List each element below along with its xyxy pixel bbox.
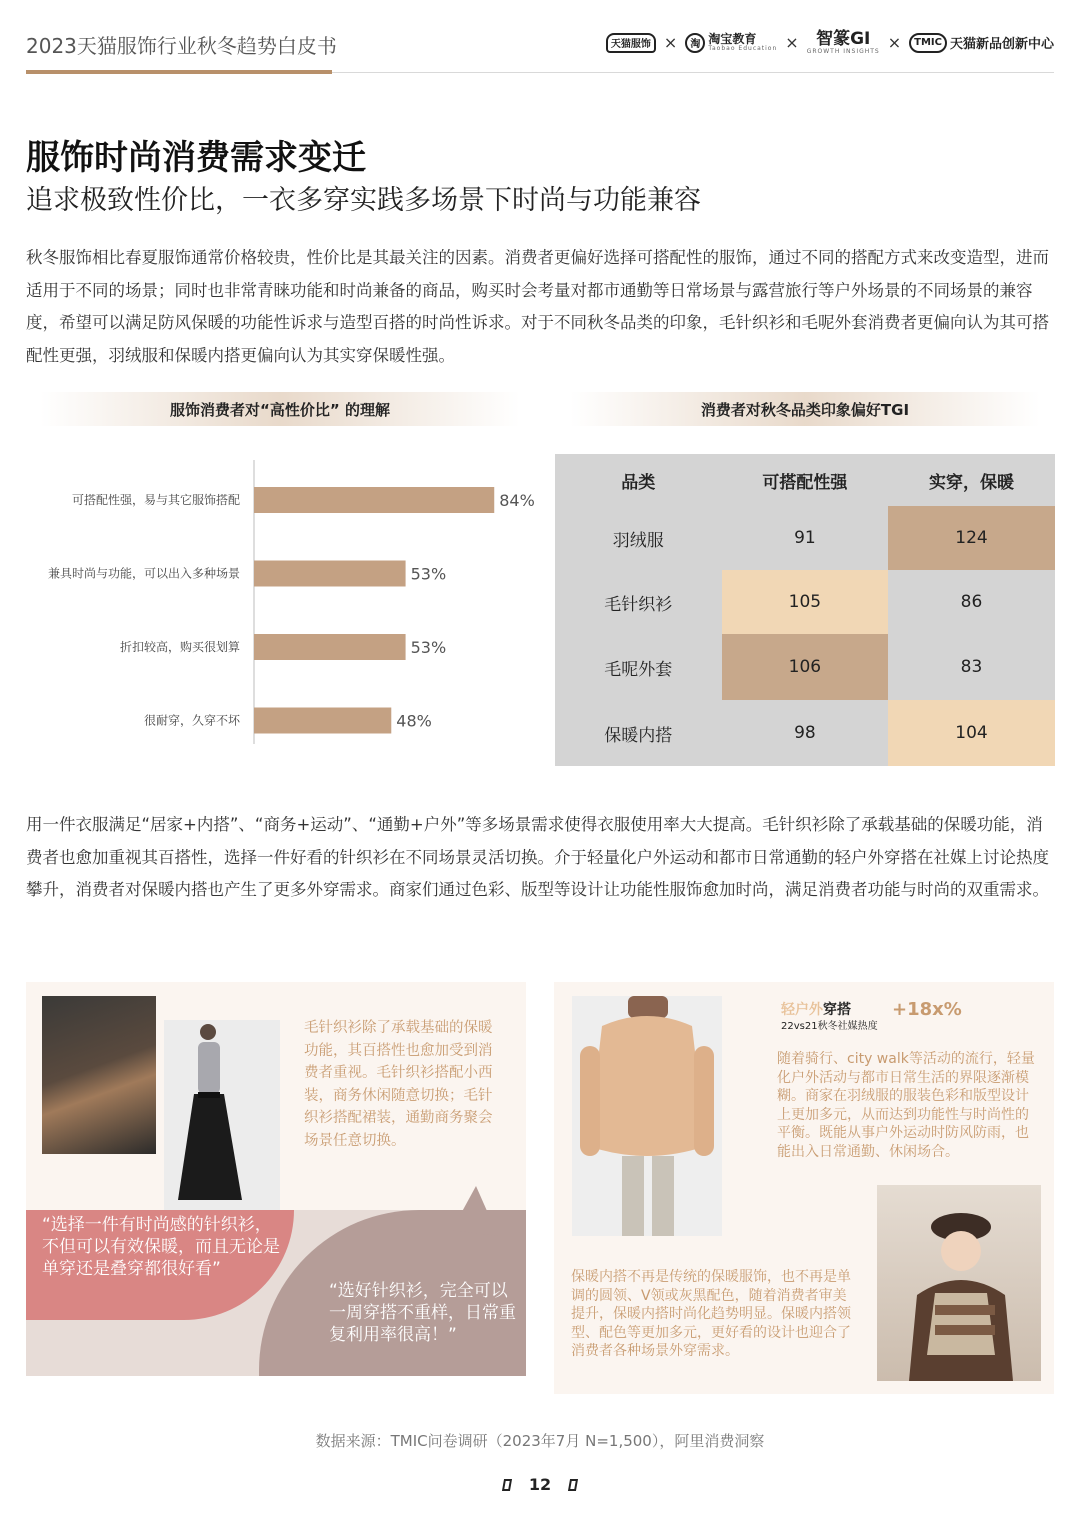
growth-figure: +18x% [892, 999, 962, 1020]
bar [254, 487, 494, 513]
bar-category-label: 兼具时尚与功能，可以出入多种场景 [47, 566, 240, 581]
separator-icon: × [785, 33, 799, 53]
taobao-icon: 淘 [685, 33, 705, 53]
tgi-value-cell: 106 [722, 634, 889, 700]
quote-bubble-grey: “选好针织衫，完全可以一周穿搭不重样，日常重复利用率很高！” [259, 1210, 526, 1376]
quote-bubble-pink: “选择一件有时尚感的针织衫，不但可以有效保暖，而且无论是单穿还是叠穿都很好看” [26, 1210, 294, 1320]
zhizhuan-gi-logo [807, 30, 880, 55]
tgi-value-cell: 124 [888, 506, 1055, 570]
knitwear-description: 毛针织衫除了承载基础的保暖功能，其百搭性也愈加受到消费者重视。毛针织衫搭配小西装，商务休闲随意切换；毛针织衫搭配裙装，通勤商务聚会场景任意切换。 [304, 1020, 493, 1149]
tgi-header-category: 品类 [621, 472, 656, 493]
page-number [0, 1475, 1080, 1494]
page-number-value: 12 [528, 1475, 552, 1494]
model-with-vest-icon [877, 1185, 1041, 1381]
separator-icon: × [887, 33, 902, 53]
outdoor-tag-highlight: 轻户外 [781, 1002, 823, 1018]
tgi-header-row [555, 454, 1055, 506]
tmic-icon: TMIC [909, 33, 947, 53]
tgi-value-cell: 91 [794, 528, 816, 548]
bar-chart-svg [26, 460, 536, 750]
puffer-jacket-icon [572, 996, 722, 1236]
value-perception-chart [26, 460, 536, 750]
tgi-value-cell: 83 [960, 657, 983, 677]
intro-paragraph: 秋冬服饰相比春夏服饰通常价格较贵，性价比是其最关注的因素。消费者更偏好选择可搭配性的服饰，通过不同的搭配方式来改变造型，进而适用于不同的场景；同时也非常青睐功能和时尚兼备的商品，购买时会考量对都市通勤等日常场景与露营旅行等户外场景的不同场景的兼容度，希望可以满足防风保暖的功能性诉求与造型百搭的时尚性诉求。对于不同秋冬品类的印象，毛针织衫和毛呢外套消费者更偏向认为其可搭配性更强，羽绒服和保暖内搭更偏向认为其实穿保暖性强。 [26, 248, 1049, 365]
title-underline [26, 70, 332, 74]
model-silhouette-icon [164, 1020, 280, 1210]
table-row [555, 700, 1055, 766]
tmic-text: 天猫新品创新中心 [949, 37, 1054, 53]
document-title: 2023天猫服饰行业秋冬趋势白皮书 [26, 34, 337, 58]
tgi-category-cell: 毛呢外套 [604, 659, 673, 680]
outdoor-tag-rest: 穿搭 [823, 1002, 851, 1018]
tmall-cat-icon: 天猫服饰 [606, 33, 656, 53]
data-source: 数据来源：TMIC问卷调研（2023年7月 N=1,500），阿里消费洞察 [315, 1432, 765, 1450]
tgi-header-matchable: 可搭配性强 [762, 472, 848, 493]
page-subtitle: 追求极致性价比，一衣多穿实践多场景下时尚与功能兼容 [26, 185, 701, 216]
thermal-layer-description: 保暖内搭不再是传统的保暖服饰，也不再是单调的圆领、V领或灰黑配色，随着消费者审美提升，保暖内搭时尚化趋势明显。保暖内搭领型、配色等更加多元，更好看的设计也迎合了消费者各种场景外穿需求。 [571, 1269, 851, 1359]
bar [254, 708, 391, 734]
light-outdoor-description: 随着骑行、city walk等活动的流行，轻量化户外活动与都市日常生活的界限逐渐模糊。商家在羽绒服的服装色彩和版型设计上更加多元，从而达到功能性与时尚性的平衡。既能从事户外运动时防风防雨，也能出入日常通勤、休闲场合。 [777, 1051, 1035, 1160]
bubble-tail-icon [452, 1186, 498, 1236]
bar-value-label: 48% [396, 711, 432, 731]
outdoor-tag [781, 999, 851, 1019]
table-row [555, 634, 1055, 700]
bar [254, 561, 406, 587]
puffer-jacket-photo [572, 996, 722, 1236]
bar-value-label: 53% [410, 564, 447, 584]
tgi-category-cell: 保暖内搭 [604, 725, 673, 746]
bar [254, 634, 406, 660]
outdoor-tag-sub: 22vs21秋冬社媒热度 [781, 1021, 878, 1032]
zhizhuan-sub: GROWTH INSIGHTS [806, 47, 880, 55]
tgi-value-cell: 98 [794, 723, 816, 743]
zhizhuan-text: 智篆GI [816, 29, 871, 49]
tmic-logo [909, 33, 1054, 53]
tgi-value-cell: 86 [960, 592, 983, 612]
bar-value-label: 84% [499, 491, 535, 510]
chart-section-title: 服饰消费者对“高性价比” 的理解 [40, 392, 520, 426]
table-row [555, 570, 1055, 634]
separator-icon: × [663, 33, 678, 53]
taobao-education-sub: Taobao Education [708, 44, 778, 52]
tgi-category-cell: 毛针织衫 [604, 594, 673, 615]
bar-category-label: 很耐穿，久穿不坏 [143, 713, 240, 728]
page-marker-icon [568, 1479, 578, 1491]
bar-category-label: 折扣较高，购买很划算 [119, 640, 240, 654]
page-title: 服饰时尚消费需求变迁 [26, 138, 366, 178]
page-marker-icon [502, 1479, 512, 1491]
tgi-header-warmth: 实穿，保暖 [928, 472, 1014, 493]
tgi-value-cell: 105 [722, 570, 889, 634]
tgi-category-cell: 羽绒服 [612, 530, 664, 551]
bar-category-label: 可搭配性强，易与其它服饰搭配 [71, 493, 240, 507]
header-divider [332, 72, 1054, 73]
taobao-education-text: 淘宝教育 [708, 31, 757, 46]
tgi-table [555, 454, 1055, 766]
tmall-fashion-logo [606, 33, 656, 53]
table-row [555, 506, 1055, 570]
blazer-outfit-photo [42, 996, 156, 1154]
vest-outfit-photo [877, 1185, 1041, 1381]
taobao-education-logo [685, 33, 777, 53]
partner-logos [606, 30, 1054, 55]
bar-value-label: 53% [410, 638, 447, 657]
knit-skirt-outfit-photo [164, 1020, 280, 1210]
scenario-paragraph: 用一件衣服满足“居家+内搭”、“商务+运动”、“通勤+户外”等多场景需求使得衣服使用率大大提高。毛针织衫除了承载基础的保暖功能，消费者也愈加重视其百搭性，选择一件好看的针织衫在不同场景灵活切换。介于轻量化户外运动和都市日常通勤的轻户外穿搭在社媒上讨论热度攀升，消费者对保暖内搭也产生了更多外穿需求。商家们通过色彩、版型等设计让功能性服饰愈加时尚，满足消费者功能与时尚的双重需求。 [26, 815, 1049, 899]
tgi-value-cell: 104 [888, 700, 1055, 766]
table-section-title: 消费者对秋冬品类印象偏好TGI [570, 392, 1040, 426]
